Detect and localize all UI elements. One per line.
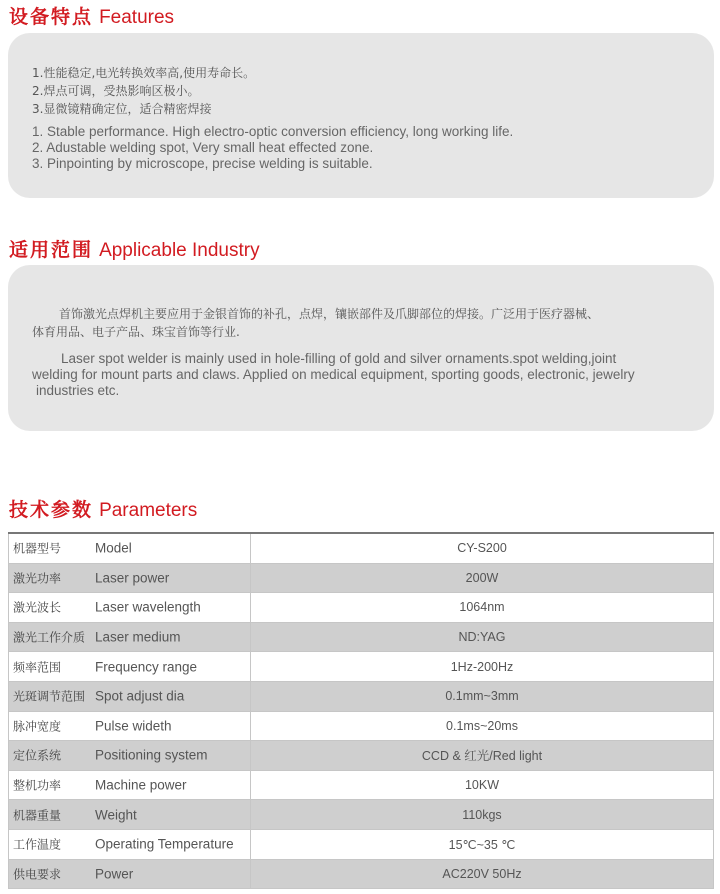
param-label-zh: 频率范围	[13, 660, 62, 675]
table-row	[9, 711, 714, 741]
param-label-zh: 工作温度	[13, 837, 62, 852]
parameters-title-en: Parameters	[99, 500, 198, 521]
param-label-cell	[9, 829, 251, 859]
param-label-zh: 机器重量	[13, 808, 62, 823]
param-label-cell	[9, 681, 251, 711]
table-row	[9, 681, 714, 711]
table-row	[9, 533, 714, 563]
param-label-cell	[9, 652, 251, 682]
param-value: 1Hz-200Hz	[251, 652, 714, 682]
param-label-cell	[9, 711, 251, 741]
table-row	[9, 593, 714, 623]
industry-title-en: Applicable Industry	[99, 240, 260, 261]
param-value: ND:YAG	[251, 622, 714, 652]
param-label-zh: 激光波长	[13, 600, 62, 615]
param-value: 200W	[251, 563, 714, 593]
table-row	[9, 563, 714, 593]
industry-zh-line: 首饰激光点焊机主要应用于金银首饰的补孔，点焊，镶嵌部件及爪脚部位的焊接。广泛用于医疗器械、	[59, 307, 600, 321]
table-row	[9, 741, 714, 771]
param-value: CY-S200	[251, 533, 714, 563]
parameters-table	[8, 532, 714, 889]
param-label-en: Power	[95, 866, 134, 882]
param-label-en: Positioning system	[95, 747, 208, 763]
features-zh-line: 2.焊点可调，受热影响区极小。	[32, 84, 200, 98]
param-label-cell	[9, 859, 251, 889]
table-row	[9, 770, 714, 800]
table-row	[9, 622, 714, 652]
industry-en-line: Laser spot welder is mainly used in hole-filling of gold and silver ornaments.spot welding,joint	[61, 351, 617, 366]
industry-title-zh: 适用范围	[9, 239, 94, 261]
param-label-cell	[9, 563, 251, 593]
features-heading	[9, 2, 174, 29]
param-label-en: Laser medium	[95, 629, 181, 645]
param-value: 15℃~35 ℃	[251, 829, 714, 859]
param-label-zh: 激光工作介质	[13, 630, 86, 645]
param-label-en: Operating Temperature	[95, 836, 234, 852]
param-label-en: Model	[95, 540, 132, 556]
features-title-zh: 设备特点	[9, 6, 94, 28]
param-label-en: Laser wavelength	[95, 599, 201, 615]
parameters-title-zh: 技术参数	[9, 499, 94, 521]
param-value: 0.1mm~3mm	[251, 681, 714, 711]
parameters-heading	[9, 495, 197, 522]
param-label-en: Pulse wideth	[95, 718, 172, 734]
features-zh-line: 1.性能稳定,电光转换效率高,使用寿命长。	[32, 66, 256, 80]
param-label-cell	[9, 533, 251, 563]
param-value: 110kgs	[251, 800, 714, 830]
table-row	[9, 800, 714, 830]
features-panel	[8, 33, 714, 198]
param-label-cell	[9, 593, 251, 623]
param-label-en: Machine power	[95, 777, 187, 793]
param-label-cell	[9, 800, 251, 830]
industry-heading	[9, 235, 260, 262]
features-en-line: 1. Stable performance. High electro-optic conversion efficiency, long working life.	[32, 124, 514, 139]
features-en-line: 3. Pinpointing by microscope, precise welding is suitable.	[32, 156, 373, 171]
param-label-zh: 光斑调节范围	[13, 689, 86, 704]
param-label-cell	[9, 741, 251, 771]
param-label-cell	[9, 622, 251, 652]
param-label-zh: 激光功率	[13, 571, 62, 586]
industry-en-line: welding for mount parts and claws. Applied on medical equipment, sporting goods, electronic, jewelry	[32, 367, 635, 382]
param-value: CCD & 红光/Red light	[251, 741, 714, 771]
table-row	[9, 652, 714, 682]
param-label-en: Frequency range	[95, 659, 198, 675]
param-value: 10KW	[251, 770, 714, 800]
param-label-en: Weight	[95, 807, 137, 823]
param-label-zh: 脉冲宽度	[13, 719, 62, 734]
param-label-zh: 定位系统	[13, 748, 62, 763]
table-row	[9, 859, 714, 889]
param-value: 1064nm	[251, 593, 714, 623]
param-value: 0.1ms~20ms	[251, 711, 714, 741]
features-zh-line: 3.显微镜精确定位，适合精密焊接	[32, 102, 212, 116]
industry-zh-line: 体育用品、电子产品、珠宝首饰等行业.	[32, 325, 240, 339]
industry-panel	[8, 265, 714, 431]
param-value: AC220V 50Hz	[251, 859, 714, 889]
industry-en-line: industries etc.	[36, 383, 120, 398]
param-label-zh: 供电要求	[13, 867, 62, 882]
param-label-cell	[9, 770, 251, 800]
param-label-en: Laser power	[95, 570, 170, 586]
param-label-zh: 机器型号	[13, 541, 62, 556]
features-title-en: Features	[99, 7, 175, 28]
features-en-line: 2. Adustable welding spot, Very small heat effected zone.	[32, 140, 374, 155]
param-label-en: Spot adjust dia	[95, 688, 185, 704]
param-label-zh: 整机功率	[13, 778, 62, 793]
table-row	[9, 829, 714, 859]
